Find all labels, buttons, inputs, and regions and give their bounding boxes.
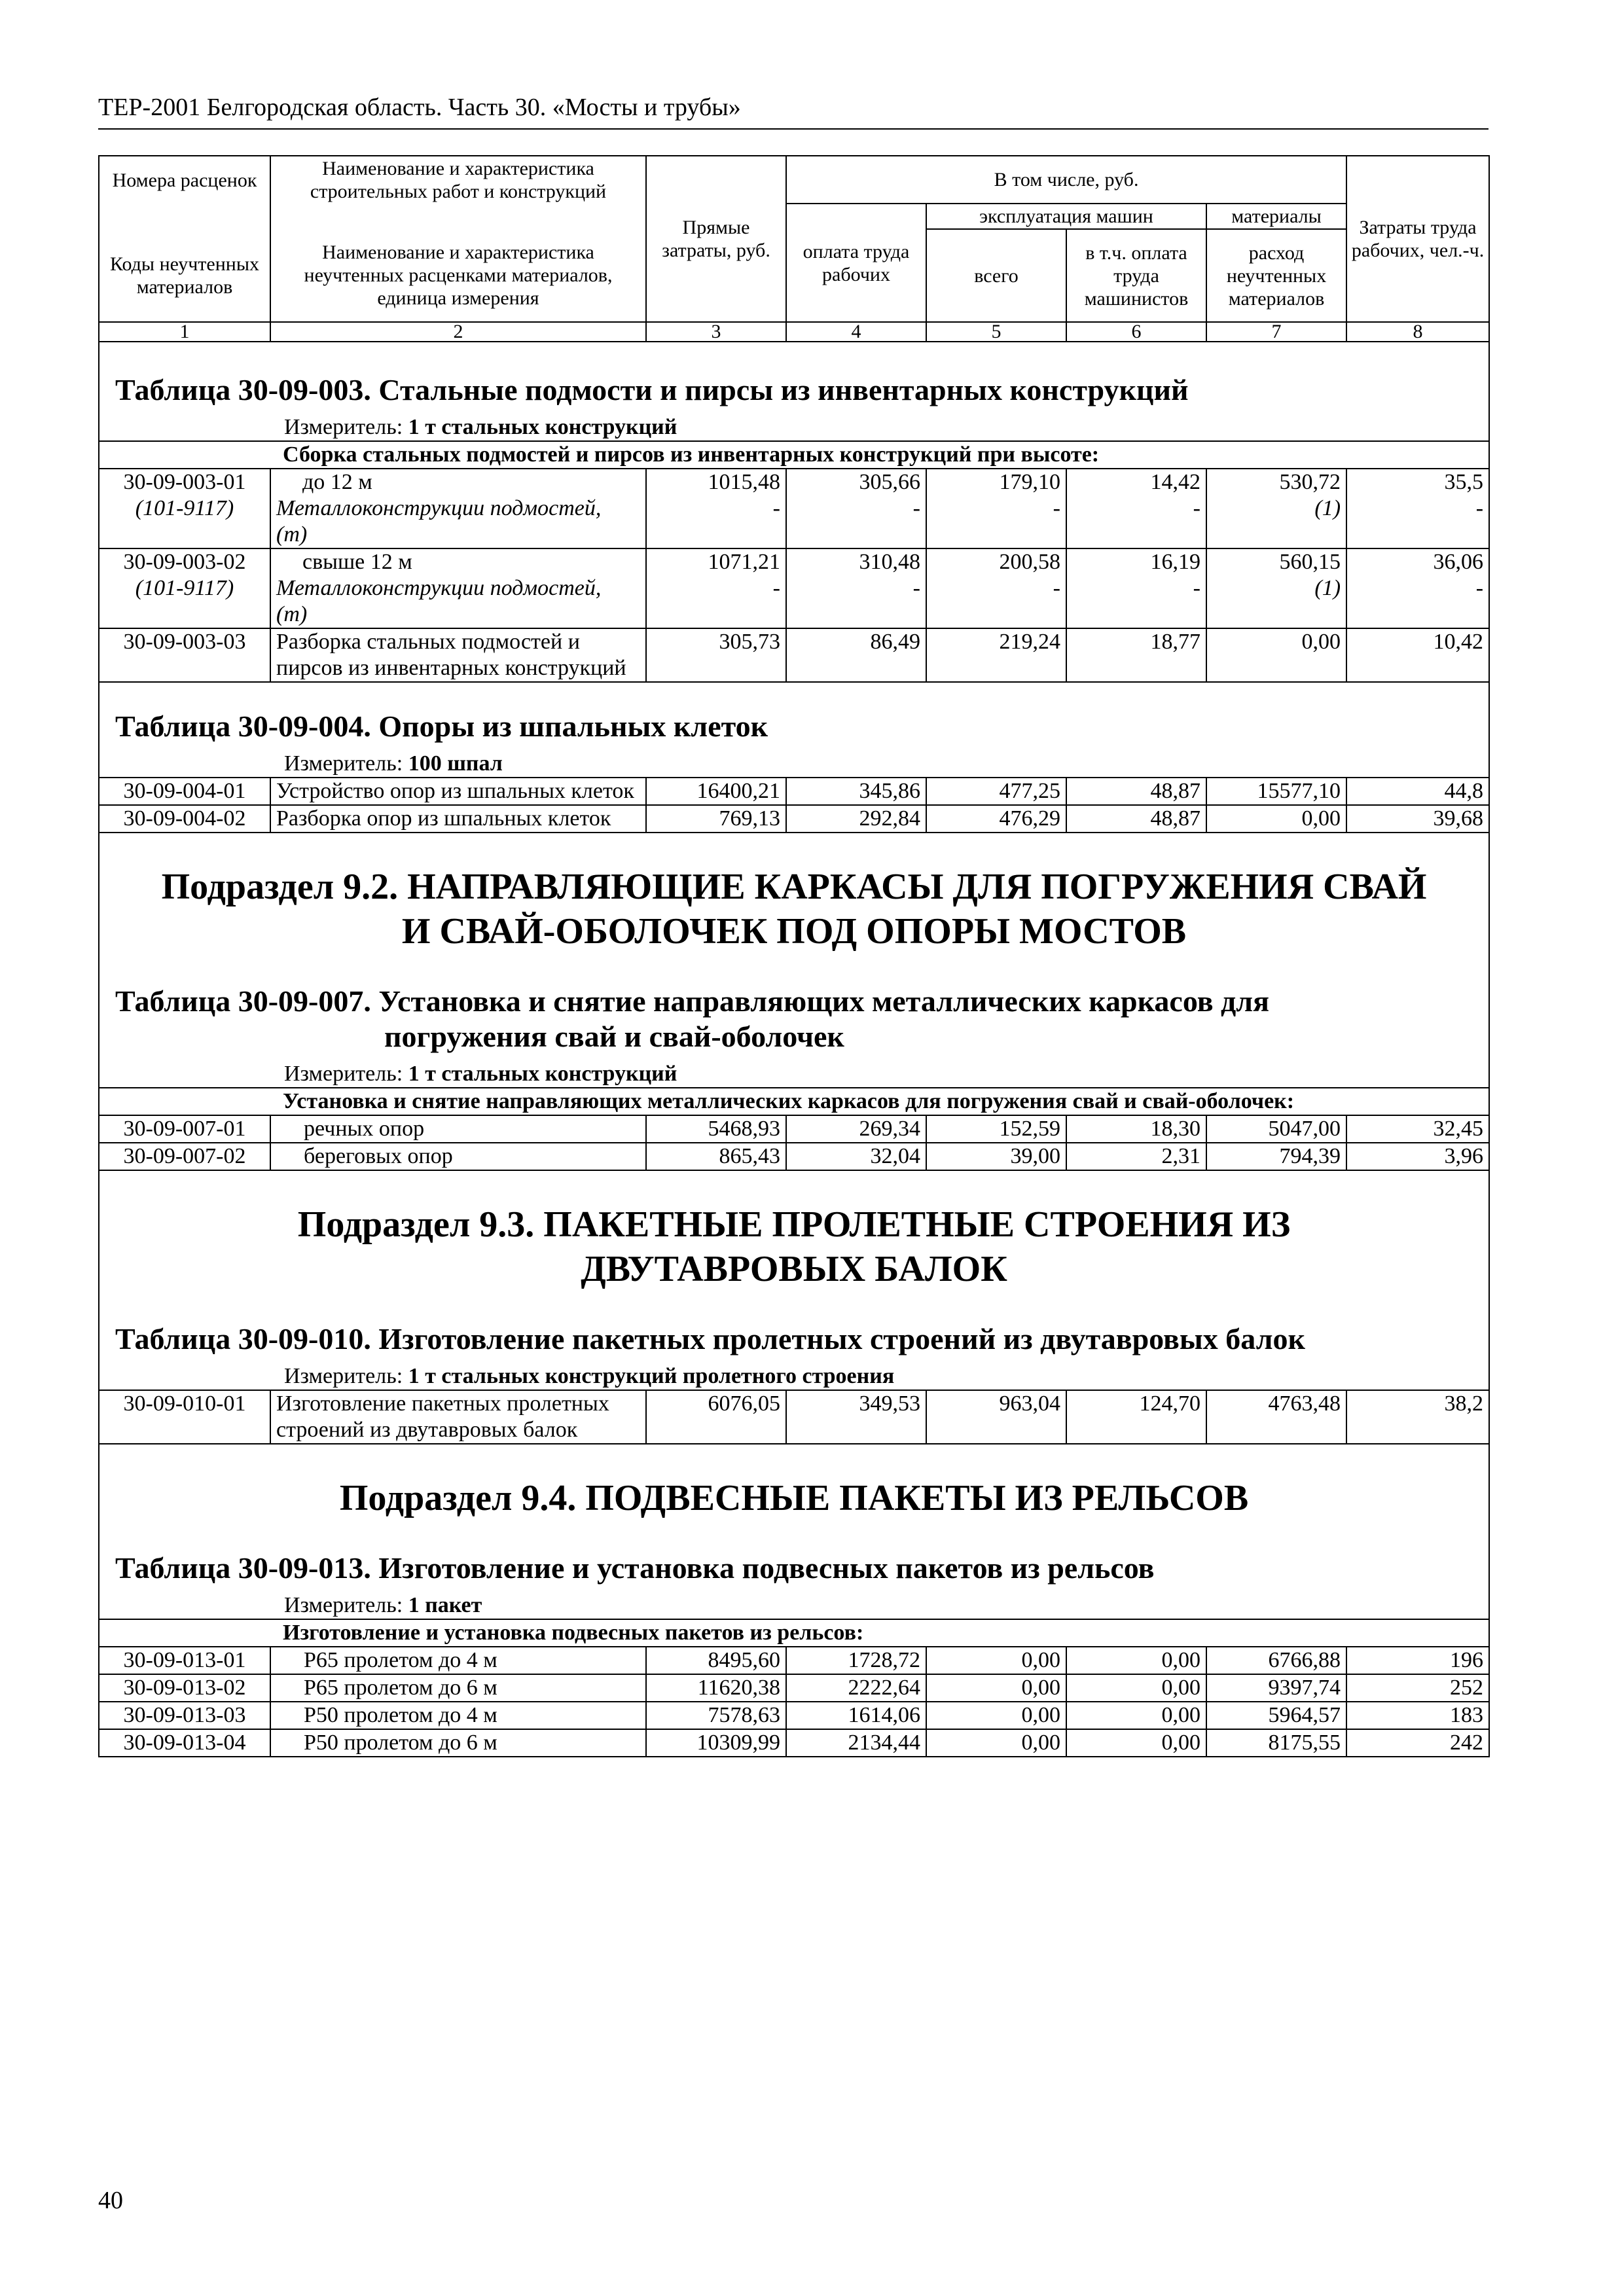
col-number: 6 xyxy=(1066,322,1206,342)
rate-name: до 12 м Металлоконструкции подмостей, (т) xyxy=(270,469,646,548)
rate-name: Устройство опор из шпальных клеток xyxy=(270,778,646,805)
measure-line: Измеритель: 100 шпал xyxy=(284,751,503,776)
direct-cost: 6076,05 xyxy=(646,1390,786,1444)
header-spacer xyxy=(270,204,646,229)
rate-name: Изготовление пакетных пролетных строений из двутавровых балок xyxy=(270,1390,646,1444)
header-machines: эксплуатация машин xyxy=(926,204,1206,229)
col-number: 7 xyxy=(1206,322,1346,342)
table-row xyxy=(99,548,1489,628)
header-col8: Затраты труда рабочих, чел.-ч. xyxy=(1346,156,1489,322)
header-group: В том числе, руб. xyxy=(786,156,1346,204)
subsection-title: Подраздел 9.3. ПАКЕТНЫЕ ПРОЛЕТНЫЕ СТРОЕНИЯ ИЗ xyxy=(297,1204,1291,1245)
labor-hours: 252 xyxy=(1346,1674,1489,1702)
labor-hours: 35,5 - xyxy=(1346,469,1489,548)
machine-cost: 200,58 - xyxy=(926,548,1066,628)
subsection-title: И СВАЙ-ОБОЛОЧЕК ПОД ОПОРЫ МОСТОВ xyxy=(401,911,1187,952)
running-header: ТЕР-2001 Белгородская область. Часть 30. «Мосты и трубы» xyxy=(98,94,741,121)
materials-cost: 0,00 xyxy=(1206,628,1346,682)
rate-name: береговых опор xyxy=(270,1143,646,1170)
measure-line: Измеритель: 1 т стальных конструкций пролетного строения xyxy=(284,1364,895,1388)
subsection-title: ДВУТАВРОВЫХ БАЛОК xyxy=(581,1249,1007,1289)
labor-cost: 310,48 - xyxy=(786,548,926,628)
table-title: Таблица 30-09-013. Изготовление и установка подвесных пакетов из рельсов xyxy=(115,1551,1155,1585)
materials-cost: 5964,57 xyxy=(1206,1702,1346,1729)
materials-cost: 6766,88 xyxy=(1206,1647,1346,1674)
header-col2a: Наименование и характеристика строительных работ и конструкций xyxy=(270,156,646,204)
materials-cost: 794,39 xyxy=(1206,1143,1346,1170)
machine-cost: 476,29 xyxy=(926,805,1066,833)
col-number: 8 xyxy=(1346,322,1489,342)
measure-line: Измеритель: 1 т стальных конструкций xyxy=(284,1062,677,1086)
rate-code: 30-09-003-01 (101-9117) xyxy=(99,469,270,548)
labor-hours: 3,96 xyxy=(1346,1143,1489,1170)
page-number: 40 xyxy=(98,2187,123,2214)
direct-cost: 8495,60 xyxy=(646,1647,786,1674)
labor-hours: 39,68 xyxy=(1346,805,1489,833)
materials-cost: 9397,74 xyxy=(1206,1674,1346,1702)
materials-cost: 5047,00 xyxy=(1206,1115,1346,1143)
table-row xyxy=(99,1390,1489,1444)
table-row xyxy=(99,805,1489,833)
materials-cost: 0,00 xyxy=(1206,805,1346,833)
sub-header: Сборка стальных подмостей и пирсов из инвентарных конструкций при высоте: xyxy=(99,441,1489,469)
table-003-header xyxy=(99,342,1489,441)
header-col2b: Наименование и характеристика неучтенных расценками материалов, единица измерения xyxy=(270,229,646,322)
labor-cost: 345,86 xyxy=(786,778,926,805)
header-col3: Прямые затраты, руб. xyxy=(646,156,786,322)
machine-cost: 179,10 - xyxy=(926,469,1066,548)
operator-cost: 0,00 xyxy=(1066,1729,1206,1757)
rate-code: 30-09-013-02 xyxy=(99,1674,270,1702)
table-title: Таблица 30-09-010. Изготовление пакетных пролетных строений из двутавровых балок xyxy=(115,1322,1306,1355)
machine-cost: 0,00 xyxy=(926,1702,1066,1729)
labor-hours: 36,06 - xyxy=(1346,548,1489,628)
labor-hours: 32,45 xyxy=(1346,1115,1489,1143)
labor-hours: 44,8 xyxy=(1346,778,1489,805)
col-number: 5 xyxy=(926,322,1066,342)
header-rule xyxy=(98,128,1489,130)
machine-cost: 0,00 xyxy=(926,1674,1066,1702)
rate-code: 30-09-013-01 xyxy=(99,1647,270,1674)
labor-cost: 1728,72 xyxy=(786,1647,926,1674)
direct-cost: 865,43 xyxy=(646,1143,786,1170)
direct-cost: 1015,48 - xyxy=(646,469,786,548)
col-number: 3 xyxy=(646,322,786,342)
labor-cost: 2222,64 xyxy=(786,1674,926,1702)
rate-name: Р65 пролетом до 4 м xyxy=(270,1647,646,1674)
materials-cost: 530,72 (1) xyxy=(1206,469,1346,548)
direct-cost: 16400,21 xyxy=(646,778,786,805)
labor-cost: 305,66 - xyxy=(786,469,926,548)
direct-cost: 10309,99 xyxy=(646,1729,786,1757)
measure-line: Измеритель: 1 т стальных конструкций xyxy=(284,415,677,439)
labor-cost: 32,04 xyxy=(786,1143,926,1170)
rates-table xyxy=(98,155,1490,1757)
labor-cost: 2134,44 xyxy=(786,1729,926,1757)
direct-cost: 305,73 xyxy=(646,628,786,682)
rate-code: 30-09-013-04 xyxy=(99,1729,270,1757)
materials-cost: 4763,48 xyxy=(1206,1390,1346,1444)
direct-cost: 11620,38 xyxy=(646,1674,786,1702)
direct-cost: 5468,93 xyxy=(646,1115,786,1143)
rate-name: свыше 12 м Металлоконструкции подмостей, (т) xyxy=(270,548,646,628)
rate-code: 30-09-007-01 xyxy=(99,1115,270,1143)
table-row xyxy=(99,778,1489,805)
machine-cost: 477,25 xyxy=(926,778,1066,805)
rate-name: Разборка стальных подмостей и пирсов из инвентарных конструкций xyxy=(270,628,646,682)
rate-name: Р50 пролетом до 6 м xyxy=(270,1729,646,1757)
operator-cost: 0,00 xyxy=(1066,1674,1206,1702)
operator-cost: 0,00 xyxy=(1066,1647,1206,1674)
labor-cost: 292,84 xyxy=(786,805,926,833)
table-title: Таблица 30-09-004. Опоры из шпальных клеток xyxy=(115,709,768,743)
labor-cost: 349,53 xyxy=(786,1390,926,1444)
materials-cost: 560,15 (1) xyxy=(1206,548,1346,628)
machine-cost: 0,00 xyxy=(926,1729,1066,1757)
col-number: 4 xyxy=(786,322,926,342)
rate-name: Р65 пролетом до 6 м xyxy=(270,1674,646,1702)
operator-cost: 14,42 - xyxy=(1066,469,1206,548)
operator-cost: 18,30 xyxy=(1066,1115,1206,1143)
labor-hours: 242 xyxy=(1346,1729,1489,1757)
rate-code: 30-09-004-02 xyxy=(99,805,270,833)
col-number: 1 xyxy=(99,322,270,342)
direct-cost: 769,13 xyxy=(646,805,786,833)
table-004-header xyxy=(99,682,1489,778)
table-row xyxy=(99,1702,1489,1729)
operator-cost: 124,70 xyxy=(1066,1390,1206,1444)
labor-hours: 196 xyxy=(1346,1647,1489,1674)
header-col1a: Номера расценок xyxy=(99,156,270,204)
header-col5: всего xyxy=(926,229,1066,322)
header-col1b: Коды неучтенных материалов xyxy=(99,229,270,322)
subsection-title: Подраздел 9.4. ПОДВЕСНЫЕ ПАКЕТЫ ИЗ РЕЛЬСОВ xyxy=(339,1478,1249,1518)
rate-code: 30-09-007-02 xyxy=(99,1143,270,1170)
rate-name: речных опор xyxy=(270,1115,646,1143)
rate-name: Разборка опор из шпальных клеток xyxy=(270,805,646,833)
header-col7: расход неучтенных материалов xyxy=(1206,229,1346,322)
operator-cost: 0,00 xyxy=(1066,1702,1206,1729)
labor-cost: 269,34 xyxy=(786,1115,926,1143)
labor-hours: 10,42 xyxy=(1346,628,1489,682)
rate-code: 30-09-010-01 xyxy=(99,1390,270,1444)
labor-hours: 38,2 xyxy=(1346,1390,1489,1444)
table-title: погружения свай и свай-оболочек xyxy=(384,1020,844,1053)
direct-cost: 1071,21 - xyxy=(646,548,786,628)
measure-line: Измеритель: 1 пакет xyxy=(284,1593,482,1617)
table-title: Таблица 30-09-007. Установка и снятие направляющих металлических каркасов для xyxy=(115,984,1270,1018)
labor-cost: 1614,06 xyxy=(786,1702,926,1729)
machine-cost: 0,00 xyxy=(926,1647,1066,1674)
subsection-title: Подраздел 9.2. НАПРАВЛЯЮЩИЕ КАРКАСЫ ДЛЯ ПОГРУЖЕНИЯ СВАЙ xyxy=(161,867,1427,907)
labor-hours: 183 xyxy=(1346,1702,1489,1729)
subsection-9-4 xyxy=(99,1444,1489,1619)
header-col4: оплата труда рабочих xyxy=(786,204,926,322)
table-row xyxy=(99,1729,1489,1757)
header-col6: в т.ч. оплата труда машинистов xyxy=(1066,229,1206,322)
subsection-9-2 xyxy=(99,833,1489,1088)
machine-cost: 152,59 xyxy=(926,1115,1066,1143)
subsection-9-3 xyxy=(99,1170,1489,1390)
operator-cost: 18,77 xyxy=(1066,628,1206,682)
rate-code: 30-09-004-01 xyxy=(99,778,270,805)
operator-cost: 2,31 xyxy=(1066,1143,1206,1170)
header-materials: материалы xyxy=(1206,204,1346,229)
machine-cost: 963,04 xyxy=(926,1390,1066,1444)
materials-cost: 15577,10 xyxy=(1206,778,1346,805)
machine-cost: 219,24 xyxy=(926,628,1066,682)
rate-code: 30-09-003-03 xyxy=(99,628,270,682)
table-row xyxy=(99,1143,1489,1170)
rate-code: 30-09-003-02 (101-9117) xyxy=(99,548,270,628)
col-number: 2 xyxy=(270,322,646,342)
sub-header: Изготовление и установка подвесных пакетов из рельсов: xyxy=(99,1619,1489,1647)
table-row xyxy=(99,1115,1489,1143)
rate-code: 30-09-013-03 xyxy=(99,1702,270,1729)
header-spacer xyxy=(99,204,270,229)
sub-header: Установка и снятие направляющих металлических каркасов для погружения свай и свай-оболочек: xyxy=(99,1088,1489,1115)
labor-cost: 86,49 xyxy=(786,628,926,682)
materials-cost: 8175,55 xyxy=(1206,1729,1346,1757)
operator-cost: 48,87 xyxy=(1066,778,1206,805)
table-row xyxy=(99,1647,1489,1674)
direct-cost: 7578,63 xyxy=(646,1702,786,1729)
operator-cost: 16,19 - xyxy=(1066,548,1206,628)
operator-cost: 48,87 xyxy=(1066,805,1206,833)
table-title: Таблица 30-09-003. Стальные подмости и пирсы из инвентарных конструкций xyxy=(115,373,1189,406)
table-row xyxy=(99,1674,1489,1702)
machine-cost: 39,00 xyxy=(926,1143,1066,1170)
table-row xyxy=(99,469,1489,548)
table-row xyxy=(99,628,1489,682)
rate-name: Р50 пролетом до 4 м xyxy=(270,1702,646,1729)
